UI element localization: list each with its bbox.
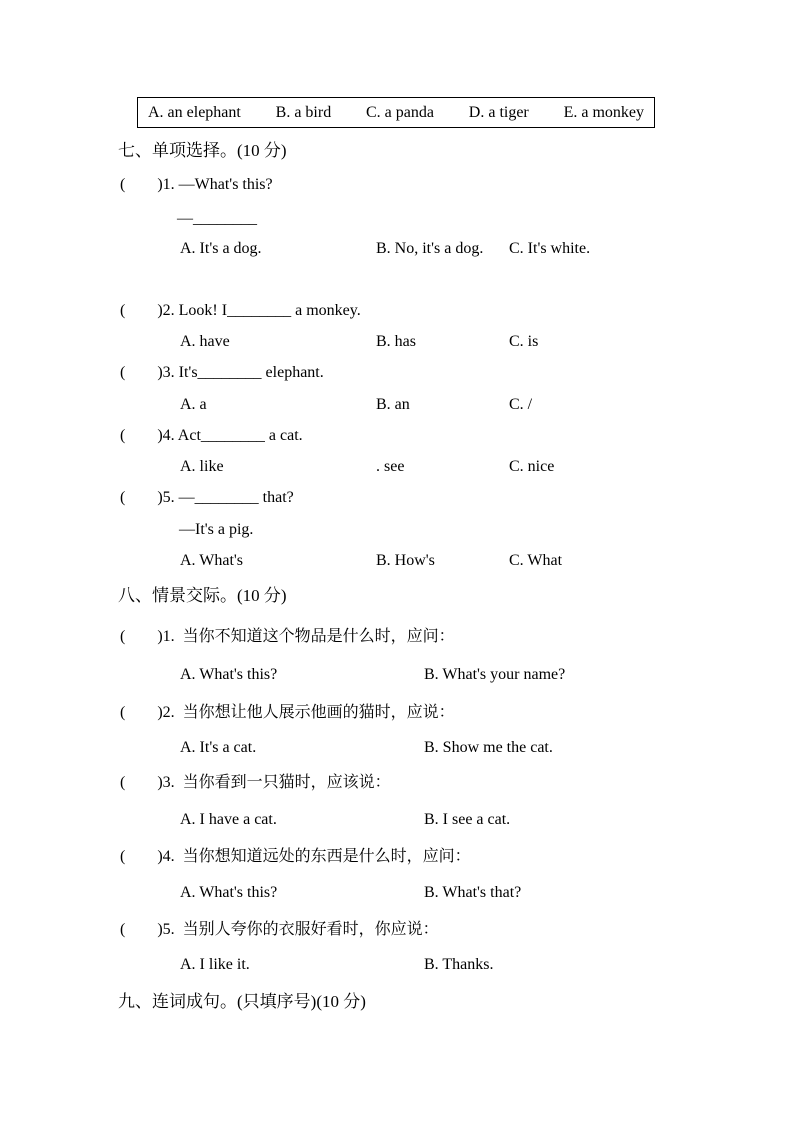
question-text: —What's this? [178, 176, 273, 193]
option-a: A. It's a dog. [180, 240, 262, 257]
option-b: B. I see a cat. [424, 811, 511, 828]
s7-question-5 [120, 487, 294, 509]
s8-q4-options [0, 882, 793, 904]
word-bank-item-a: A. an elephant [148, 103, 241, 121]
option-c: C. / [509, 396, 533, 413]
option-b: B. No, it's a dog. [376, 240, 484, 257]
question-text: —________ that? [178, 489, 294, 506]
word-bank-item-e: E. a monkey [563, 103, 644, 121]
answer-parens[interactable]: ( )1. [120, 628, 183, 645]
option-a: A. It's a cat. [180, 739, 257, 756]
section8-heading: 八、情景交际。(10 分) [118, 586, 287, 605]
s8-question-3 [120, 772, 391, 794]
s8-question-5 [120, 919, 439, 941]
question-text: 当别人夸你的衣服好看时，你应说： [182, 921, 439, 938]
answer-parens[interactable]: ( )3. [120, 774, 183, 791]
answer-parens[interactable]: ( )5. [120, 489, 179, 506]
question-text: 当你不知道这个物品是什么时，应问： [182, 628, 455, 645]
answer-parens[interactable]: ( )2. [120, 704, 183, 721]
s8-q1-options [0, 664, 793, 686]
option-b: B. an [376, 396, 410, 413]
s7-question-4 [120, 425, 303, 447]
s8-question-4 [120, 846, 471, 868]
s7-question-3 [120, 362, 324, 384]
option-c: C. It's white. [509, 240, 591, 257]
option-b: B. Thanks. [424, 956, 494, 973]
option-c: C. What [509, 552, 563, 569]
answer-parens[interactable]: ( )4. [120, 427, 178, 444]
option-a: A. What's [180, 552, 244, 569]
s8-question-2 [120, 702, 455, 724]
question-text: 当你看到一只猫时，应该说： [182, 774, 391, 791]
option-a: A. a [180, 396, 207, 413]
s7-q5-options [0, 550, 793, 572]
answer-parens[interactable]: ( )4. [120, 848, 183, 865]
s7-q5-answer-line: —It's a pig. [179, 521, 254, 538]
word-bank-item-d: D. a tiger [468, 103, 529, 121]
option-b: B. has [376, 333, 416, 350]
option-b: . see [376, 458, 405, 475]
s7-q1-answer-line[interactable]: —________ [177, 210, 257, 227]
s7-q4-options [0, 456, 793, 478]
word-bank-item-c: C. a panda [366, 103, 434, 121]
option-c: C. is [509, 333, 539, 350]
answer-parens[interactable]: ( )2. [120, 302, 179, 319]
s7-q2-options [0, 331, 793, 353]
option-a: A. What's this? [180, 666, 278, 683]
answer-parens[interactable]: ( )1. [120, 176, 179, 193]
section7-heading: 七、单项选择。(10 分) [118, 141, 287, 160]
option-a: A. What's this? [180, 884, 278, 901]
option-b: B. What's that? [424, 884, 522, 901]
s7-question-1 [120, 174, 273, 196]
section9-heading: 九、连词成句。(只填序号)(10 分) [118, 992, 366, 1011]
s7-question-2 [120, 300, 361, 322]
s7-q3-options [0, 394, 793, 416]
option-a: A. like [180, 458, 224, 475]
s8-q2-options [0, 737, 793, 759]
s8-q5-options [0, 954, 793, 976]
question-text: 当你想知道远处的东西是什么时，应问： [182, 848, 471, 865]
option-a: A. have [180, 333, 230, 350]
s8-q3-options [0, 809, 793, 831]
option-c: C. nice [509, 458, 555, 475]
option-b: B. What's your name? [424, 666, 566, 683]
answer-parens[interactable]: ( )5. [120, 921, 183, 938]
question-text: Look! I________ a monkey. [178, 302, 361, 319]
question-text: Act________ a cat. [177, 427, 303, 444]
option-b: B. How's [376, 552, 435, 569]
answer-parens[interactable]: ( )3. [120, 364, 179, 381]
s8-question-1 [120, 626, 455, 648]
option-a: A. I have a cat. [180, 811, 277, 828]
option-a: A. I like it. [180, 956, 250, 973]
s7-q1-options [0, 238, 793, 260]
word-bank-item-b: B. a bird [275, 103, 332, 121]
question-text: It's________ elephant. [178, 364, 324, 381]
option-b: B. Show me the cat. [424, 739, 553, 756]
question-text: 当你想让他人展示他画的猫时，应说： [182, 704, 455, 721]
word-bank-box [137, 97, 655, 128]
